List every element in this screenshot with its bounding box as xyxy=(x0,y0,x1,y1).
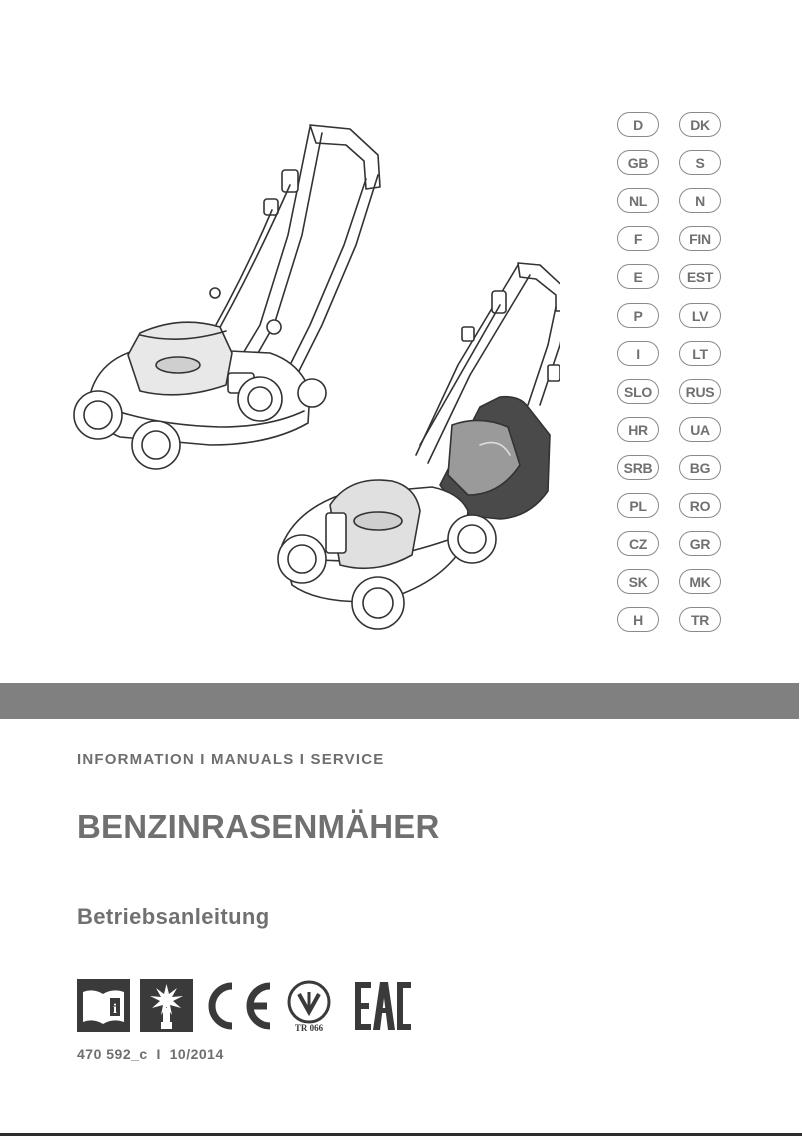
language-code-s: S xyxy=(679,150,721,175)
language-code-sk: SK xyxy=(617,569,659,594)
lawn-mower-illustration xyxy=(60,115,560,635)
language-code-gr: GR xyxy=(679,531,721,556)
language-code-rus: RUS xyxy=(679,379,721,404)
language-code-i: I xyxy=(617,341,659,366)
language-code-cz: CZ xyxy=(617,531,659,556)
language-code-bg: BG xyxy=(679,455,721,480)
tr-066-certification-mark xyxy=(289,982,329,1033)
language-code-srb: SRB xyxy=(617,455,659,480)
language-code-d: D xyxy=(617,112,659,137)
language-code-hr: HR xyxy=(617,417,659,442)
language-code-dk: DK xyxy=(679,112,721,137)
language-code-p: P xyxy=(617,303,659,328)
language-code-f: F xyxy=(617,226,659,251)
language-code-n: N xyxy=(679,188,721,213)
language-code-nl: NL xyxy=(617,188,659,213)
language-code-tr: TR xyxy=(679,607,721,632)
mower-2-drawing xyxy=(278,263,560,629)
ce-mark xyxy=(212,986,270,1026)
document-number: 470 592_c I 10/2014 xyxy=(77,1046,224,1062)
language-code-h: H xyxy=(617,607,659,632)
language-code-mk: MK xyxy=(679,569,721,594)
language-code-ua: UA xyxy=(679,417,721,442)
language-code-pl: PL xyxy=(617,493,659,518)
spark-plug-warning-icon xyxy=(140,979,193,1032)
language-code-lt: LT xyxy=(679,341,721,366)
svg-text:i: i xyxy=(113,1002,117,1017)
eac-mark xyxy=(355,982,411,1030)
language-code-ro: RO xyxy=(679,493,721,518)
certification-marks xyxy=(77,978,417,1034)
language-code-fin: FIN xyxy=(679,226,721,251)
language-code-lv: LV xyxy=(679,303,721,328)
section-line: INFORMATION I MANUALS I SERVICE xyxy=(77,751,385,768)
language-code-slo: SLO xyxy=(617,379,659,404)
language-code-e: E xyxy=(617,264,659,289)
document-title: BENZINRASENMÄHER xyxy=(77,808,440,845)
language-code-gb: GB xyxy=(617,150,659,175)
header-band xyxy=(0,683,802,719)
read-manual-icon xyxy=(77,979,130,1032)
language-code-est: EST xyxy=(679,264,721,289)
document-subtitle: Betriebsanleitung xyxy=(77,904,270,929)
mower-1-drawing xyxy=(74,125,380,469)
svg-text:TR 066: TR 066 xyxy=(294,1023,324,1033)
